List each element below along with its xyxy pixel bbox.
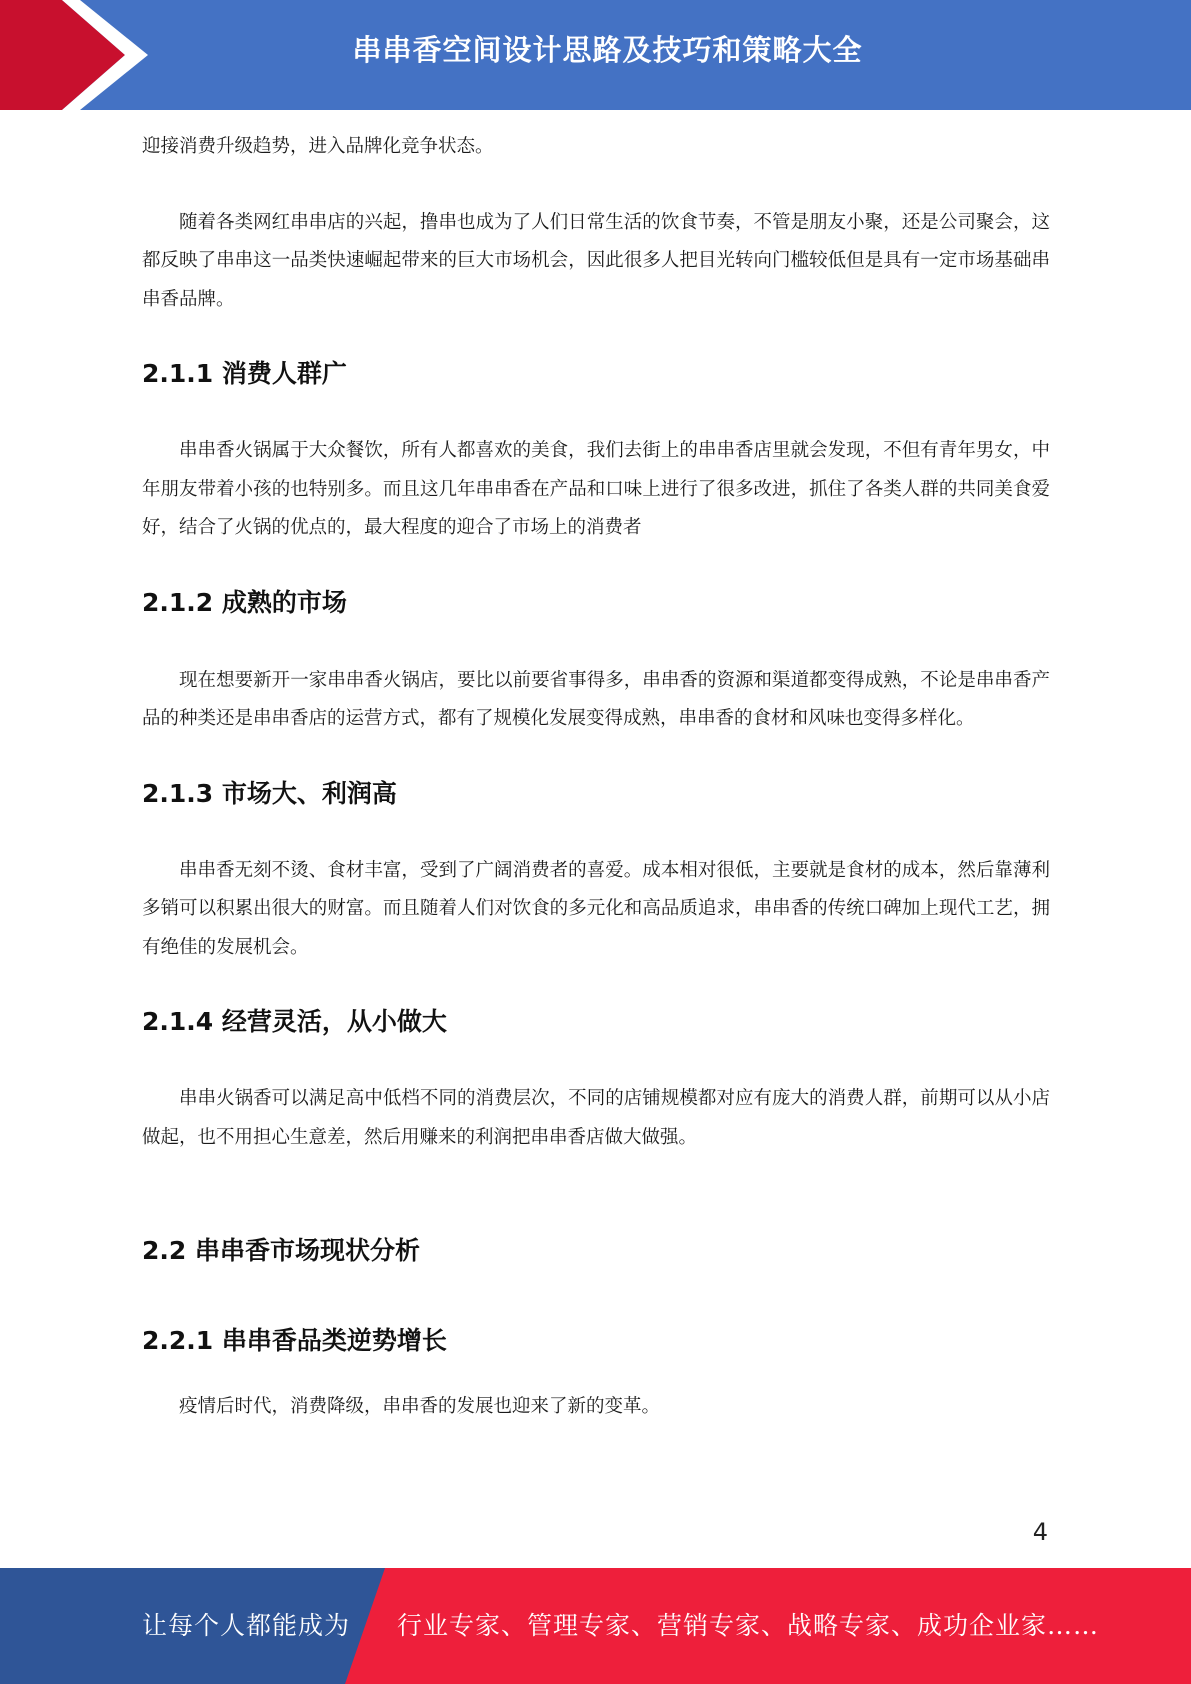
page-footer-banner — [0, 1568, 1191, 1684]
paragraph-high-profit: 串串香无刻不烫、食材丰富，受到了广阔消费者的喜爱。成本相对很低，主要就是食材的成本，然后靠薄利多销可以积累出很大的财富。而且随着人们对饮食的多元化和高品质追求，串串香的传统口碑加上现代工艺，拥有绝佳的发展机会。 — [142, 859, 1050, 958]
page-header-banner — [0, 0, 1191, 110]
section-heading-2-2-1: 2.2.1 串串香品类逆势增长 — [142, 1326, 447, 1355]
section-heading-2-1-4: 2.1.4 经营灵活，从小做大 — [142, 1007, 447, 1036]
paragraph-flexible-operation: 串串火锅香可以满足高中低档不同的消费层次，不同的店铺规模都对应有庞大的消费人群，前期可以从小店做起，也不用担心生意差，然后用赚来的利润把串串香店做大做强。 — [142, 1088, 1050, 1148]
section-heading-2-2: 2.2 串串香市场现状分析 — [142, 1236, 420, 1265]
document-body — [142, 128, 1050, 1427]
section-heading-2-1-3: 2.1.3 市场大、利润高 — [142, 778, 397, 808]
paragraph-mature-market: 现在想要新开一家串串香火锅店，要比以前要省事得多，串串香的资源和渠道都变得成熟，不论是串串香产品的种类还是串串香店的运营方式，都有了规模化发展变得成熟，串串香的食材和风味也变得多样化。 — [142, 669, 1050, 729]
paragraph-market-opportunity: 随着各类网红串串店的兴起，撸串也成为了人们日常生活的饮食节奏，不管是朋友小聚，还是公司聚会，这都反映了串串这一品类快速崛起带来的巨大市场机会，因此很多人把目光转向门槛较低但是具有一定市场基础串串香品牌。 — [142, 211, 1050, 310]
document-title: 串串香空间设计思路及技巧和策略大全 — [352, 33, 863, 67]
footer-slogan-left: 让每个人都能成为 — [142, 1611, 351, 1640]
section-heading-2-1-1: 2.1.1 消费人群广 — [142, 359, 347, 388]
page-number: 4 — [1032, 1518, 1048, 1546]
paragraph-wide-audience: 串串香火锅属于大众餐饮，所有人都喜欢的美食，我们去街上的串串香店里就会发现，不但有青年男女，中年朋友带着小孩的也特别多。而且这几年串串香在产品和口味上进行了很多改进，抓住了各类人群的共同美食爱好，结合了火锅的优点的，最大程度的迎合了市场上的消费者 — [142, 440, 1050, 538]
section-heading-2-1-2: 2.1.2 成熟的市场 — [142, 587, 347, 617]
paragraph-intro: 迎接消费升级趋势，进入品牌化竞争状态。 — [142, 136, 494, 157]
footer-slogan-right: 行业专家、管理专家、营销专家、战略专家、成功企业家…… — [397, 1611, 1100, 1640]
paragraph-post-pandemic: 疫情后时代，消费降级，串串香的发展也迎来了新的变革。 — [179, 1396, 661, 1417]
